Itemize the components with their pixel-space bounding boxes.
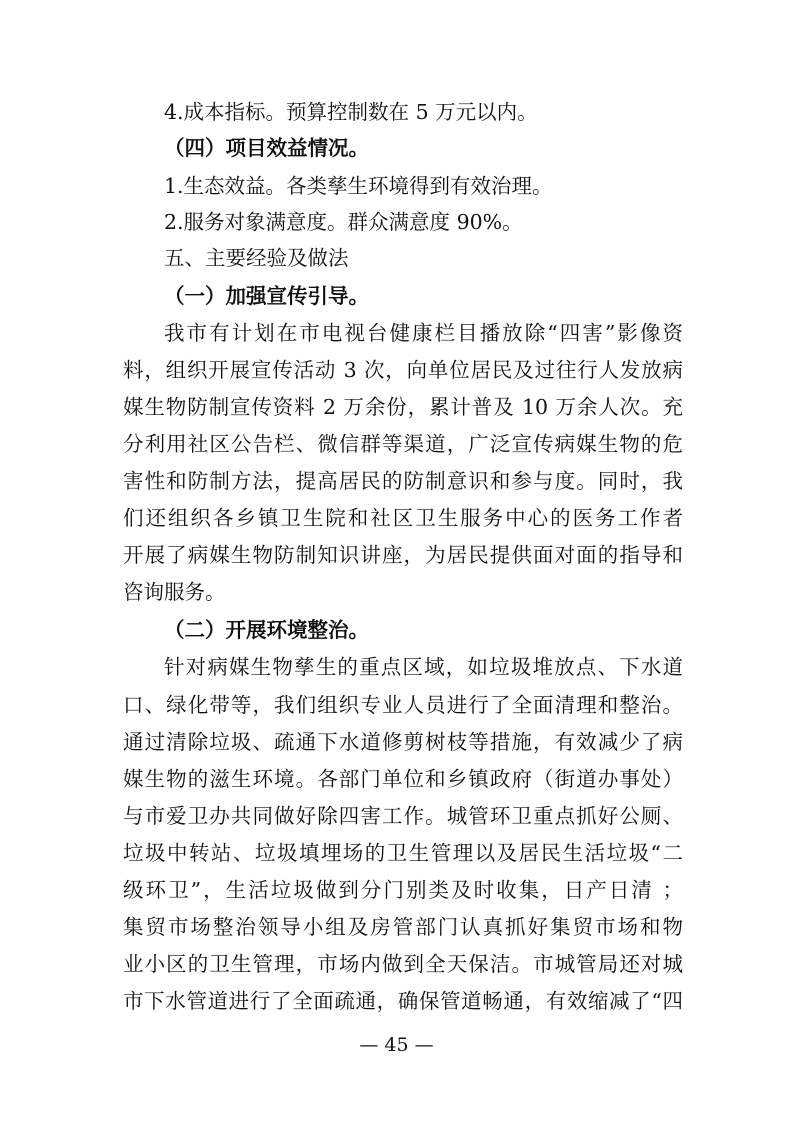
text-line: 集贸市场整治领导小组及房管部门认真抓好集贸市场和物 bbox=[123, 915, 683, 939]
text-line: 与市爱卫办共同做好除四害工作。城管环卫重点抓好公厕、 bbox=[123, 804, 683, 828]
subsection-heading: （一）加强宣传引导。 bbox=[164, 284, 369, 308]
section-heading: 五、主要经验及做法 bbox=[164, 246, 349, 270]
text-line: 4.成本指标。预算控制数在 5 万元以内。 bbox=[164, 100, 538, 124]
text-line: 分利用社区公告栏、微信群等渠道，广泛宣传病媒生物的危 bbox=[123, 432, 683, 456]
text-line: 口、绿化带等，我们组织专业人员进行了全面清理和整治。 bbox=[123, 693, 683, 717]
text-line: 媒生物的滋生环境。各部门单位和乡镇政府（街道办事处） bbox=[123, 767, 683, 791]
text-line: 级环卫”，生活垃圾做到分门别类及时收集，日产日清 ； bbox=[123, 878, 683, 902]
subsection-heading: （四）项目效益情况。 bbox=[164, 136, 369, 160]
text-line: 们还组织各乡镇卫生院和社区卫生服务中心的医务工作者 bbox=[123, 506, 683, 530]
text-line: 针对病媒生物孳生的重点区域，如垃圾堆放点、下水道 bbox=[164, 655, 683, 679]
text-line: 通过清除垃圾、疏通下水道修剪树枝等措施，有效减少了病 bbox=[123, 730, 683, 754]
page-number: — 45 — bbox=[359, 1034, 434, 1056]
text-line: 害性和防制方法，提高居民的防制意识和参与度。同时，我 bbox=[123, 469, 683, 493]
text-line: 垃圾中转站、垃圾填埋场的卫生管理以及居民生活垃圾“二 bbox=[123, 841, 683, 865]
text-line: 2.服务对象满意度。群众满意度 90%。 bbox=[164, 210, 523, 234]
text-line: 1.生态效益。各类孳生环境得到有效治理。 bbox=[164, 174, 553, 198]
subsection-heading: （二）开展环境整治。 bbox=[164, 618, 369, 642]
text-line: 我市有计划在市电视台健康栏目播放除“四害”影像资 bbox=[164, 321, 683, 345]
text-line: 咨询服务。 bbox=[123, 580, 226, 604]
text-line: 开展了病媒生物防制知识讲座，为居民提供面对面的指导和 bbox=[123, 543, 683, 567]
text-line: 业小区的卫生管理，市场内做到全天保洁。市城管局还对城 bbox=[123, 952, 683, 976]
text-line: 料，组织开展宣传活动 3 次，向单位居民及过往行人发放病 bbox=[123, 358, 683, 382]
text-line: 市下水管道进行了全面疏通，确保管道畅通，有效缩减了“四 bbox=[123, 989, 683, 1013]
text-line: 媒生物防制宣传资料 2 万余份，累计普及 10 万余人次。充 bbox=[123, 395, 683, 419]
